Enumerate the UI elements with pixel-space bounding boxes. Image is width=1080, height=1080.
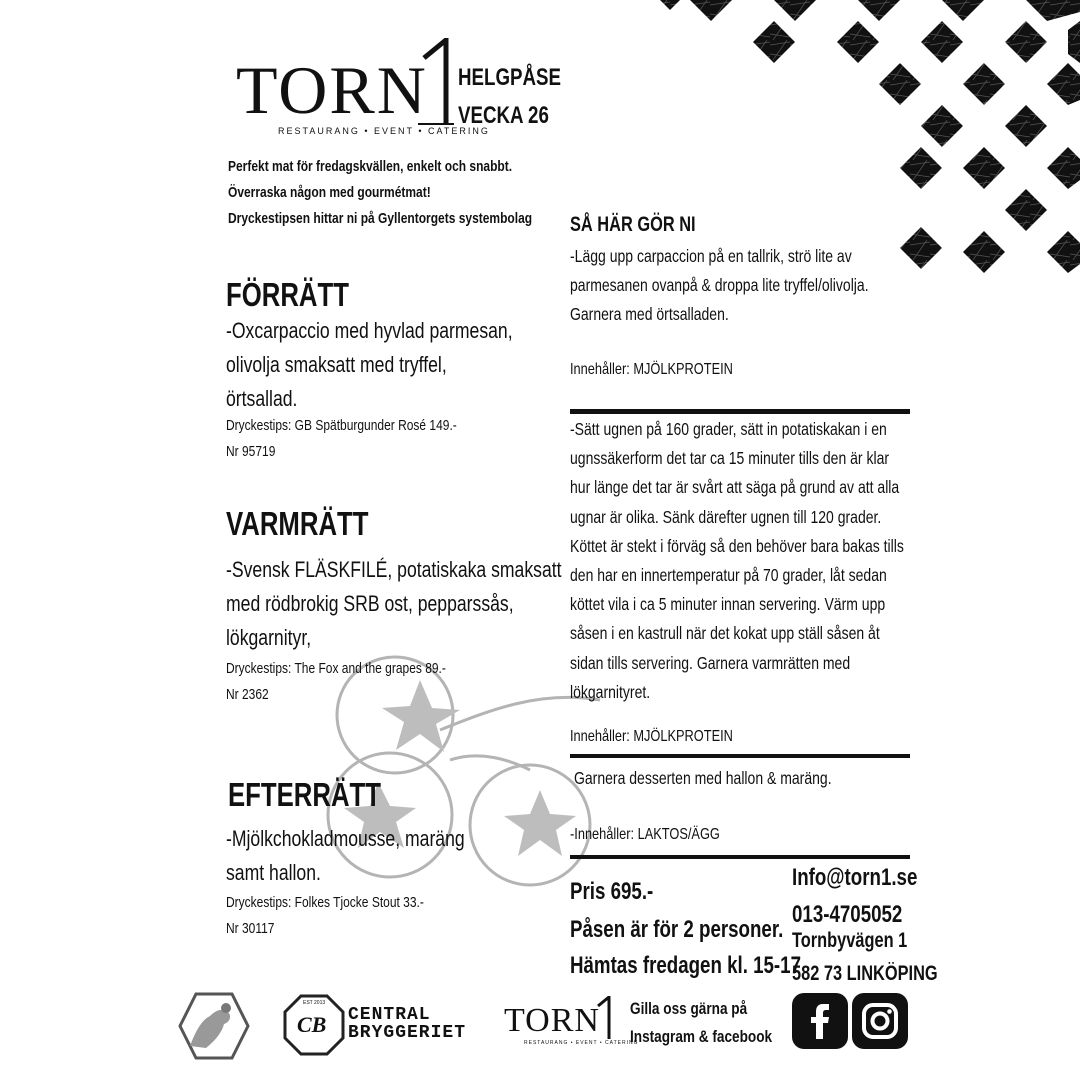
instruction-line: ugnar är olika. Sänk därefter ugnen till 120 grader.: [570, 506, 882, 527]
starter-line: olivolja smaksatt med tryffel,: [226, 352, 447, 377]
contact-email[interactable]: Info@torn1.se: [792, 864, 918, 891]
contact-phone[interactable]: 013-4705052: [792, 901, 903, 928]
social-line: Gilla oss gärna på: [630, 999, 748, 1018]
brewery-name-line: CENTRAL: [348, 1005, 431, 1025]
horse-badge-logo: [176, 990, 250, 1062]
drink-tip-line: Dryckestips: Folkes Tjocke Stout 33.-: [226, 894, 424, 911]
social-line: Instagram & facebook: [630, 1027, 773, 1046]
drink-tip-line: Dryckestips: The Fox and the grapes 89.-: [226, 660, 446, 677]
dessert-instruction: Garnera desserten med hallon & maräng.: [574, 768, 832, 788]
instruction-line: sidan tills servering. Garnera varmrätten med: [570, 652, 851, 673]
footer-logo-wordmark: TORN: [504, 1002, 600, 1039]
social-invitation: [630, 995, 808, 1051]
logo-tagline: RESTAURANG • EVENT • CATERING: [278, 126, 490, 136]
instruction-line: hur länge det tar är svårt att säga på grund av att alla: [570, 477, 900, 498]
dessert-allergen: -Innehåller: LAKTOS/ÄGG: [570, 826, 720, 843]
central-bryggeriet-name: [348, 1006, 466, 1042]
instructions-heading: SÅ HÄR GÖR NI: [570, 213, 696, 236]
instruction-line: köttet vila i ca 5 minuter innan servering. Värm upp: [570, 594, 886, 615]
main-heading: VARMRÄTT: [226, 505, 369, 542]
starter-line: örtsallad.: [226, 386, 298, 411]
title-week: VECKA 26: [458, 102, 549, 129]
instruction-line: ugnssäkerform det tar ca 15 minuter tills den är klar: [570, 448, 890, 469]
persons-info: Påsen är för 2 personer.: [570, 916, 784, 943]
starter-line: -Oxcarpaccio med hyvlad parmesan,: [226, 318, 513, 343]
divider: [570, 409, 910, 414]
drink-tip-line: Dryckestips: GB Spätburgunder Rosé 149.-: [226, 417, 457, 434]
divider: [570, 855, 910, 859]
price: Pris 695.-: [570, 878, 654, 905]
drink-tip-number: Nr 95719: [226, 443, 276, 460]
instruction-line: Garnera med örtsalladen.: [570, 304, 729, 325]
intro-line: Perfekt mat för fredagskvällen, enkelt och snabbt.: [228, 158, 513, 175]
dessert-description: [226, 822, 524, 890]
instruction-line: Köttet är stekt i förväg så den behöver bara bakas tills: [570, 535, 904, 556]
brewery-name-line: BRYGGERIET: [348, 1023, 467, 1043]
dessert-line: -Mjölkchokladmousse, maräng: [226, 826, 465, 851]
intro-line: Dryckestipsen hittar ni på Gyllentorgets systembolag: [228, 210, 533, 227]
instagram-glyph-icon: [852, 993, 908, 1049]
instruction-line: -Lägg upp carpaccion på en tallrik, strö lite av: [570, 246, 852, 266]
brewery-est: EST 2013: [303, 1000, 326, 1006]
footer-logo-one-mark: [594, 996, 614, 1040]
title-helgpase: HELGPÅSE: [458, 64, 561, 91]
drink-tip-number: Nr 30117: [226, 920, 275, 937]
logo-one-mark: [416, 38, 456, 126]
starter-description: [226, 314, 584, 416]
main-line: med rödbrokig SRB ost, pepparssås,: [226, 591, 514, 616]
drink-tip-number: Nr 2362: [226, 686, 269, 703]
divider: [570, 754, 910, 758]
brewery-badge-letters: CB: [297, 1012, 327, 1037]
instruction-line: lökgarnityret.: [570, 681, 651, 702]
instruction-line: -Sätt ugnen på 160 grader, sätt in potatiskakan i en: [570, 419, 887, 439]
intro-text: [228, 154, 608, 232]
contact-street: Tornbyvägen 1: [792, 929, 908, 952]
logo-wordmark: TORN: [236, 52, 428, 128]
instruction-line: såsen i en kastrull när det kokat upp ställ såsen åt: [570, 623, 880, 644]
main-drink-tip: [226, 656, 501, 708]
contact-city: 582 73 LINKÖPING: [792, 962, 938, 985]
instruction-line: den har en innertemperatur på 70 grader, låt sedan: [570, 565, 887, 586]
main-line: lökgarnityr,: [226, 625, 312, 650]
footer-torn1-logo: [504, 996, 639, 1048]
instruction-line: parmesanen ovanpå & droppa lite tryffel/olivolja.: [570, 275, 869, 296]
dessert-drink-tip: [226, 890, 473, 942]
starter-heading: FÖRRÄTT: [226, 276, 349, 313]
intro-line: Överraska någon med gourmétmat!: [228, 184, 431, 201]
torn1-logo: [236, 38, 490, 138]
main-allergen: Innehåller: MJÖLKPROTEIN: [570, 728, 733, 745]
dessert-heading: EFTERRÄTT: [228, 776, 382, 813]
starter-instructions: [570, 242, 943, 330]
pickup-info: Hämtas fredagen kl. 15-17: [570, 952, 801, 979]
dessert-line: samt hallon.: [226, 860, 321, 885]
main-instructions: [570, 415, 987, 707]
starter-allergen: Innehåller: MJÖLKPROTEIN: [570, 361, 733, 378]
starter-drink-tip: [226, 413, 514, 465]
footer-logo-tagline: RESTAURANG • EVENT • CATERING: [524, 1040, 639, 1046]
instagram-icon[interactable]: [852, 993, 908, 1049]
main-line: -Svensk FLÄSKFILÉ, potatiskaka smaksatt: [226, 557, 562, 582]
